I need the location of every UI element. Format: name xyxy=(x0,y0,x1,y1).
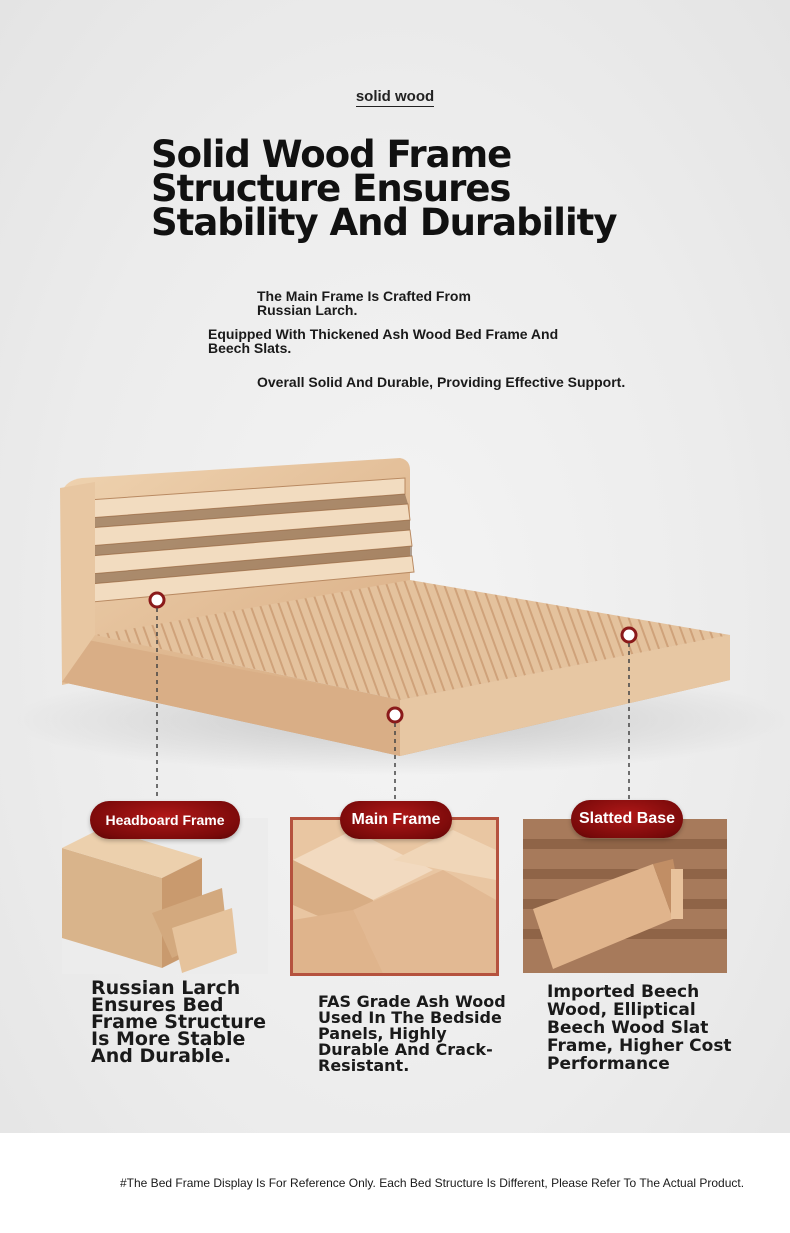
bed-frame-image xyxy=(0,420,790,800)
headboard-frame-image xyxy=(62,818,268,974)
section-tag xyxy=(0,88,790,106)
description-line-3: Overall Solid And Durable, Providing Effective Support. xyxy=(257,374,626,390)
description-line-2: Equipped With Thickened Ash Wood Bed Frame And Beech Slats. xyxy=(208,326,559,356)
headline xyxy=(151,133,751,244)
headboard-frame-caption: Russian Larch Ensures Bed Frame Structure Is More Stable And Durable. xyxy=(91,977,267,1067)
slatted-base-label: Slatted Base xyxy=(571,800,683,838)
disclaimer-text: #The Bed Frame Display Is For Reference Only. Each Bed Structure Is Different, Please Refer To The Actual Product. xyxy=(120,1176,745,1190)
section-tag-label: solid wood xyxy=(355,88,435,105)
headboard-frame-label: Headboard Frame xyxy=(90,801,240,839)
main-frame-caption: FAS Grade Ash Wood Used In The Bedside Panels, Highly Durable And Crack-Resistant. xyxy=(318,992,506,1075)
headline-line-1: Solid Wood Frame xyxy=(151,133,512,176)
main-frame-image xyxy=(290,817,499,976)
main-frame-label: Main Frame xyxy=(340,801,452,839)
description-line-1: The Main Frame Is Crafted From Russian Larch. xyxy=(257,288,471,318)
headline-line-3: Stability And Durability xyxy=(151,201,617,244)
slatted-base-caption: Imported Beech Wood, Elliptical Beech Wood Slat Frame, Higher Cost Performance xyxy=(547,982,732,1074)
headline-line-2: Structure Ensures xyxy=(151,167,511,210)
slatted-base-image xyxy=(523,819,727,973)
